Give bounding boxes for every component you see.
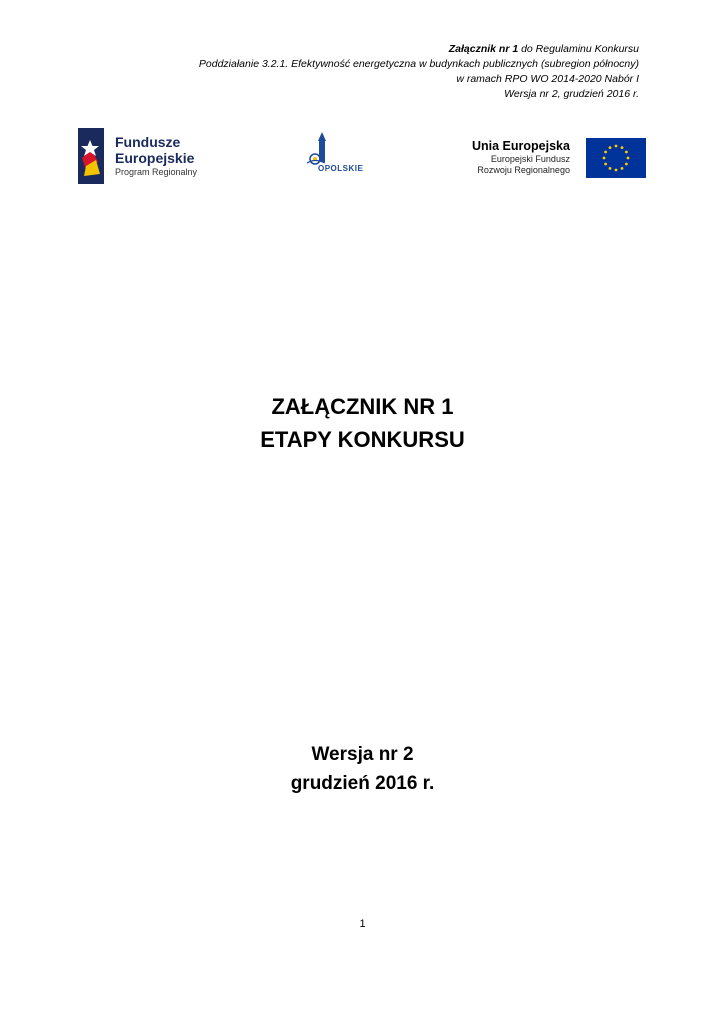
version-line-2: grudzień 2016 r. — [290, 773, 435, 794]
eu-star-icon — [609, 146, 612, 149]
header-line-4: Wersja nr 2, grudzień 2016 r. — [504, 88, 639, 100]
fundusze-europejskie-emblem-icon — [78, 128, 110, 184]
title-line-2: ETAPY KONKURSU — [260, 427, 465, 452]
title-line-1: ZAŁĄCZNIK NR 1 — [271, 394, 454, 419]
opolskie-tower-icon — [303, 132, 383, 166]
eu-star-icon — [603, 157, 606, 160]
header-line-3: w ramach RPO WO 2014-2020 Nabór I — [456, 73, 639, 85]
header-line-1: Załącznik nr 1 do Regulaminu Konkursu — [448, 43, 639, 55]
fundusze-europejskie-logo — [78, 128, 238, 184]
eu-flag-icon — [586, 138, 646, 178]
opolskie-label: OPOLSKIE — [318, 164, 364, 173]
version-line-1: Wersja nr 2 — [311, 744, 414, 765]
logo-bar — [0, 128, 725, 188]
header-line-2: Poddziałanie 3.2.1. Efektywność energetyczna w budynkach publicznych (subregion północny) — [198, 58, 639, 70]
eu-star-icon — [621, 167, 624, 170]
eu-star-icon — [604, 163, 607, 166]
eu-star-icon — [615, 145, 618, 148]
eu-star-icon — [625, 163, 628, 166]
eu-star-icon — [625, 151, 628, 154]
eu-star-icon — [604, 151, 607, 154]
eu-line-2: Europejski Fundusz — [490, 154, 570, 164]
eu-line-3: Rozwoju Regionalnego — [477, 165, 570, 175]
header-note — [79, 42, 639, 102]
unia-europejska-logo — [472, 134, 652, 184]
eu-star-icon — [621, 146, 624, 149]
eu-star-icon — [609, 167, 612, 170]
fe-line-1: Fundusze — [115, 134, 181, 150]
document-title — [0, 390, 725, 456]
opolskie-logo — [303, 132, 383, 184]
eu-star-icon — [615, 169, 618, 172]
page-number: 1 — [359, 918, 366, 930]
fe-line-3: Program Regionalny — [115, 167, 198, 177]
eu-star-icon — [627, 157, 630, 160]
eu-line-1: Unia Europejska — [472, 139, 570, 153]
version-block — [0, 740, 725, 798]
fe-line-2: Europejskie — [115, 150, 195, 166]
